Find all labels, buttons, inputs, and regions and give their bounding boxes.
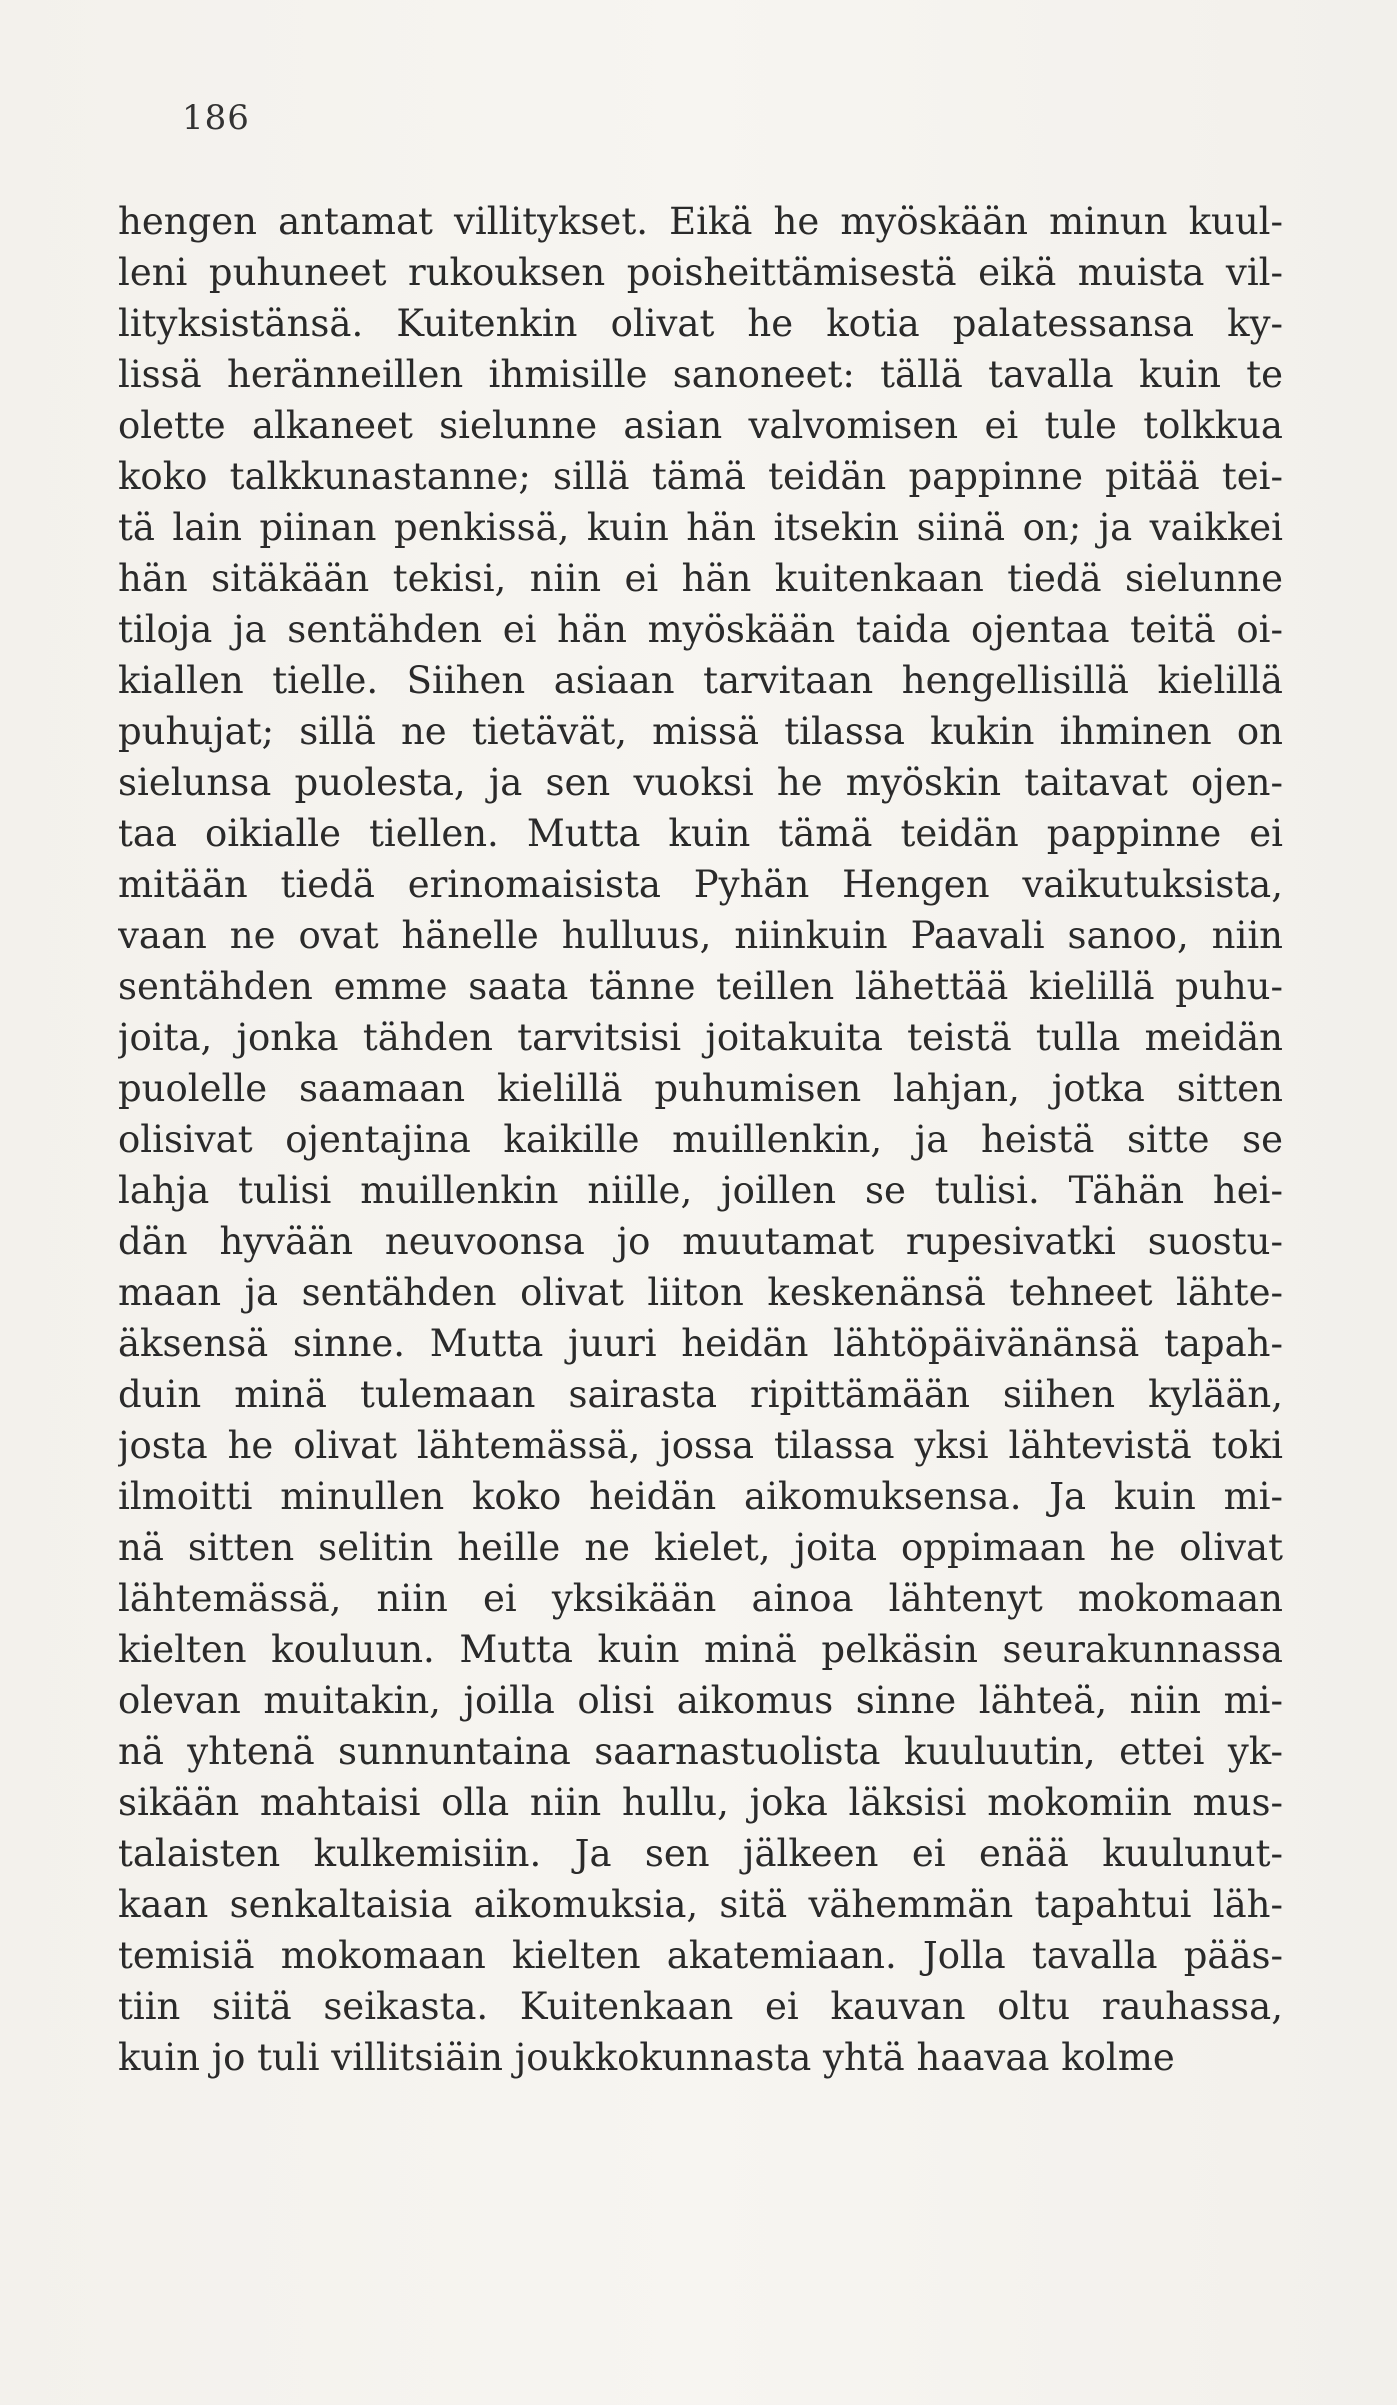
text-line: joita, jonka tähden tarvitsisi joitakuita teistä tulla meidän	[118, 1016, 1283, 1059]
text-line: talaisten kulkemisiin. Ja sen jälkeen ei enää kuulunut-	[118, 1832, 1283, 1875]
text-line: kaan senkaltaisia aikomuksia, sitä vähemmän tapahtui läh-	[118, 1883, 1283, 1926]
text-line: sikään mahtaisi olla niin hullu, joka läksisi mokomiin mus-	[118, 1781, 1283, 1824]
text-line: leni puhuneet rukouksen poisheittämisestä eikä muista vil-	[118, 251, 1283, 294]
body-text	[118, 196, 1283, 2083]
text-line: josta he olivat lähtemässä, jossa tilassa yksi lähtevistä toki	[118, 1424, 1283, 1467]
text-line: lissä heränneillen ihmisille sanoneet: tällä tavalla kuin te	[118, 353, 1283, 396]
text-line: vaan ne ovat hänelle hulluus, niinkuin Paavali sanoo, niin	[118, 914, 1283, 957]
text-line: mitään tiedä erinomaisista Pyhän Hengen vaikutuksista,	[118, 863, 1283, 906]
text-line: ilmoitti minullen koko heidän aikomuksensa. Ja kuin mi-	[118, 1475, 1283, 1518]
text-line: hengen antamat villitykset. Eikä he myöskään minun kuul-	[118, 200, 1283, 243]
text-line: nä sitten selitin heille ne kielet, joita oppimaan he olivat	[118, 1526, 1283, 1569]
text-line: olevan muitakin, joilla olisi aikomus sinne lähteä, niin mi-	[118, 1679, 1283, 1722]
text-line: olette alkaneet sielunne asian valvomisen ei tule tolkkua	[118, 404, 1283, 447]
text-line: olisivat ojentajina kaikille muillenkin, ja heistä sitte se	[118, 1118, 1283, 1161]
text-line: tiloja ja sentähden ei hän myöskään taida ojentaa teitä oi-	[118, 608, 1283, 651]
text-line: sentähden emme saata tänne teillen lähettää kielillä puhu-	[118, 965, 1283, 1008]
text-line: lähtemässä, niin ei yksikään ainoa lähtenyt mokomaan	[118, 1577, 1283, 1620]
text-line: duin minä tulemaan sairasta ripittämään siihen kylään,	[118, 1373, 1283, 1416]
text-line: kielten kouluun. Mutta kuin minä pelkäsin seurakunnassa	[118, 1628, 1283, 1671]
text-line: puolelle saamaan kielillä puhumisen lahjan, jotka sitten	[118, 1067, 1283, 1110]
text-line: taa oikialle tiellen. Mutta kuin tämä teidän pappinne ei	[118, 812, 1283, 855]
text-line: hän sitäkään tekisi, niin ei hän kuitenkaan tiedä sielunne	[118, 557, 1283, 600]
text-line: dän hyvään neuvoonsa jo muutamat rupesivatki suostu-	[118, 1220, 1283, 1263]
text-line: tä lain piinan penkissä, kuin hän itsekin siinä on; ja vaikkei	[118, 506, 1283, 549]
text-line: maan ja sentähden olivat liiton keskenänsä tehneet lähte-	[118, 1271, 1283, 1314]
page-number: 186	[182, 98, 250, 138]
text-line: lahja tulisi muillenkin niille, joillen se tulisi. Tähän hei-	[118, 1169, 1283, 1212]
text-line: kuin jo tuli villitsiäin joukkokunnasta yhtä haavaa kolme	[118, 2036, 1175, 2079]
text-line: nä yhtenä sunnuntaina saarnastuolista kuuluutin, ettei yk-	[118, 1730, 1283, 1773]
text-line: temisiä mokomaan kielten akatemiaan. Jolla tavalla pääs-	[118, 1934, 1283, 1977]
text-line: koko talkkunastanne; sillä tämä teidän pappinne pitää tei-	[118, 455, 1283, 498]
text-line: äksensä sinne. Mutta juuri heidän lähtöpäivänänsä tapah-	[118, 1322, 1283, 1365]
text-line: lityksistänsä. Kuitenkin olivat he kotia palatessansa ky-	[118, 302, 1283, 345]
text-line: tiin siitä seikasta. Kuitenkaan ei kauvan oltu rauhassa,	[118, 1985, 1283, 2028]
text-line: kiallen tielle. Siihen asiaan tarvitaan hengellisillä kielillä	[118, 659, 1283, 702]
text-line: puhujat; sillä ne tietävät, missä tilassa kukin ihminen on	[118, 710, 1283, 753]
text-line: sielunsa puolesta, ja sen vuoksi he myöskin taitavat ojen-	[118, 761, 1283, 804]
